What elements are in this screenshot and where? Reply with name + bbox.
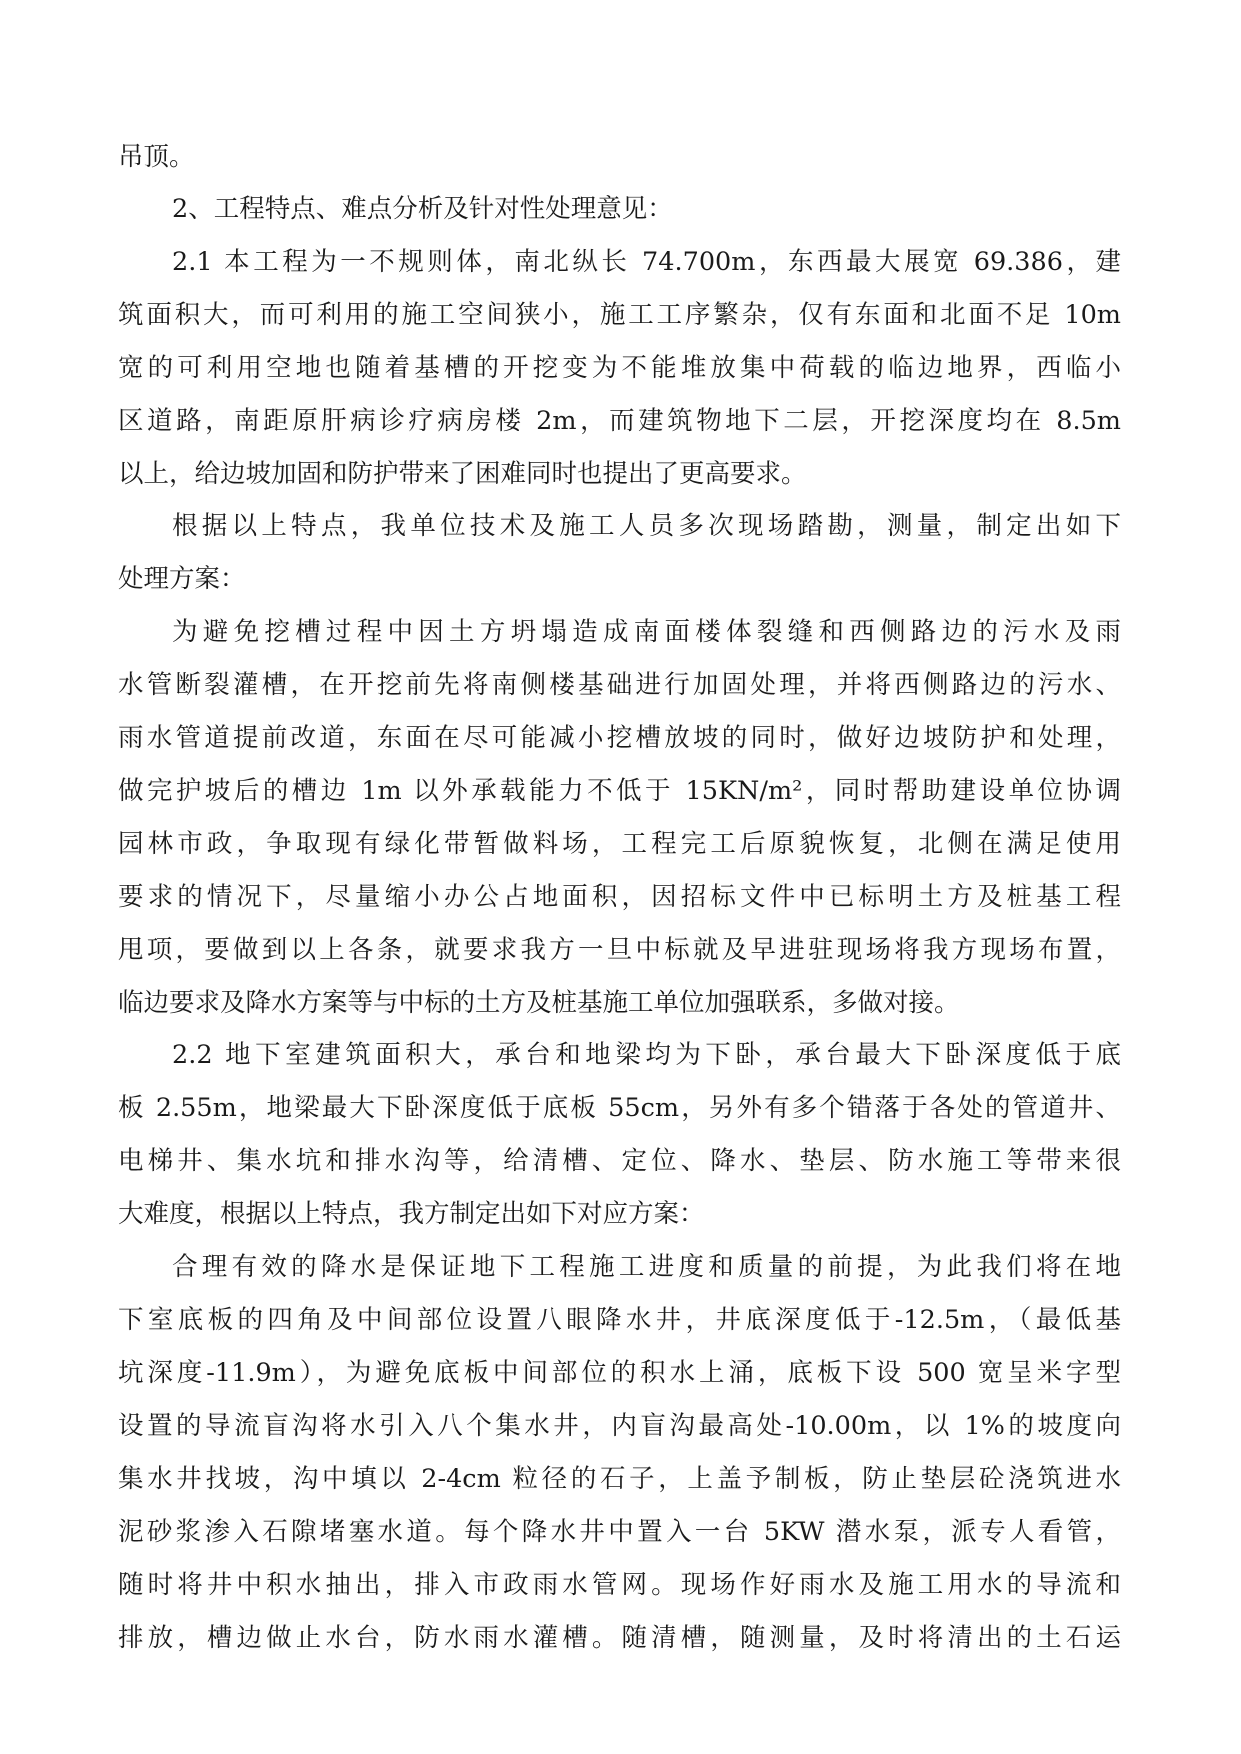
text-line: 2.2 地下室建筑面积大，承台和地梁均为下卧，承台最大下卧深度低于底 <box>172 1040 1121 1070</box>
text-line: 以上，给边坡加固和防护带来了困难同时也提出了更高要求。 <box>118 459 807 489</box>
text-line: 宽的可利用空地也随着基槽的开挖变为不能堆放集中荷载的临边地界，西临小 <box>118 353 1121 383</box>
text-line: 水管断裂灌槽，在开挖前先将南侧楼基础进行加固处理，并将西侧路边的污水、 <box>118 670 1121 700</box>
text-line: 泥砂浆渗入石隙堵塞水道。每个降水井中置入一台 5KW 潜水泵，派专人看管， <box>118 1517 1121 1547</box>
text-line: 集水井找坡，沟中填以 2-4cm 粒径的石子，上盖予制板，防止垫层砼浇筑进水 <box>118 1464 1121 1494</box>
section-heading: 2、工程特点、难点分析及针对性处理意见： <box>172 194 673 224</box>
text-line: 临边要求及降水方案等与中标的土方及桩基施工单位加强联系，多做对接。 <box>118 988 960 1018</box>
text-line: 排放，槽边做止水台，防水雨水灌槽。随清槽，随测量，及时将清出的土石运 <box>118 1623 1121 1653</box>
text-line: 电梯井、集水坑和排水沟等，给清槽、定位、降水、垫层、防水施工等带来很 <box>118 1146 1121 1176</box>
text-line: 筑面积大，而可利用的施工空间狭小，施工工序繁杂，仅有东面和北面不足 10m <box>118 300 1121 330</box>
text-line: 坑深度-11.9m），为避免底板中间部位的积水上涌，底板下设 500 宽呈米字型 <box>118 1358 1121 1388</box>
text-line: 做完护坡后的槽边 1m 以外承载能力不低于 15KN/m²，同时帮助建设单位协调 <box>118 776 1121 806</box>
text-line: 为避免挖槽过程中因土方坍塌造成南面楼体裂缝和西侧路边的污水及雨 <box>172 617 1121 647</box>
text-line: 要求的情况下，尽量缩小办公占地面积，因招标文件中已标明土方及桩基工程 <box>118 882 1121 912</box>
text-line: 园林市政，争取现有绿化带暂做料场，工程完工后原貌恢复，北侧在满足使用 <box>118 829 1121 859</box>
text-line: 板 2.55m，地梁最大下卧深度低于底板 55cm，另外有多个错落于各处的管道井、 <box>118 1093 1121 1123</box>
text-line: 甩项，要做到以上各条，就要求我方一旦中标就及早进驻现场将我方现场布置， <box>118 935 1121 965</box>
text-line: 吊顶。 <box>118 142 195 172</box>
text-line: 根据以上特点，我单位技术及施工人员多次现场踏勘，测量，制定出如下 <box>172 511 1121 541</box>
text-line: 随时将井中积水抽出，排入市政雨水管网。现场作好雨水及施工用水的导流和 <box>118 1570 1121 1600</box>
text-line: 雨水管道提前改道，东面在尽可能减小挖槽放坡的同时，做好边坡防护和处理， <box>118 723 1121 753</box>
text-line: 合理有效的降水是保证地下工程施工进度和质量的前提，为此我们将在地 <box>172 1252 1121 1282</box>
text-line: 处理方案： <box>118 564 246 594</box>
text-line: 设置的导流盲沟将水引入八个集水井，内盲沟最高处-10.00m，以 1%的坡度向 <box>118 1411 1121 1441</box>
text-line: 2.1 本工程为一不规则体，南北纵长 74.700m，东西最大展宽 69.386，建 <box>172 247 1121 277</box>
text-line: 下室底板的四角及中间部位设置八眼降水井，井底深度低于-12.5m，（最低基 <box>118 1305 1121 1335</box>
text-line: 区道路，南距原肝病诊疗病房楼 2m，而建筑物地下二层，开挖深度均在 8.5m <box>118 406 1121 436</box>
text-line: 大难度，根据以上特点，我方制定出如下对应方案： <box>118 1199 705 1229</box>
